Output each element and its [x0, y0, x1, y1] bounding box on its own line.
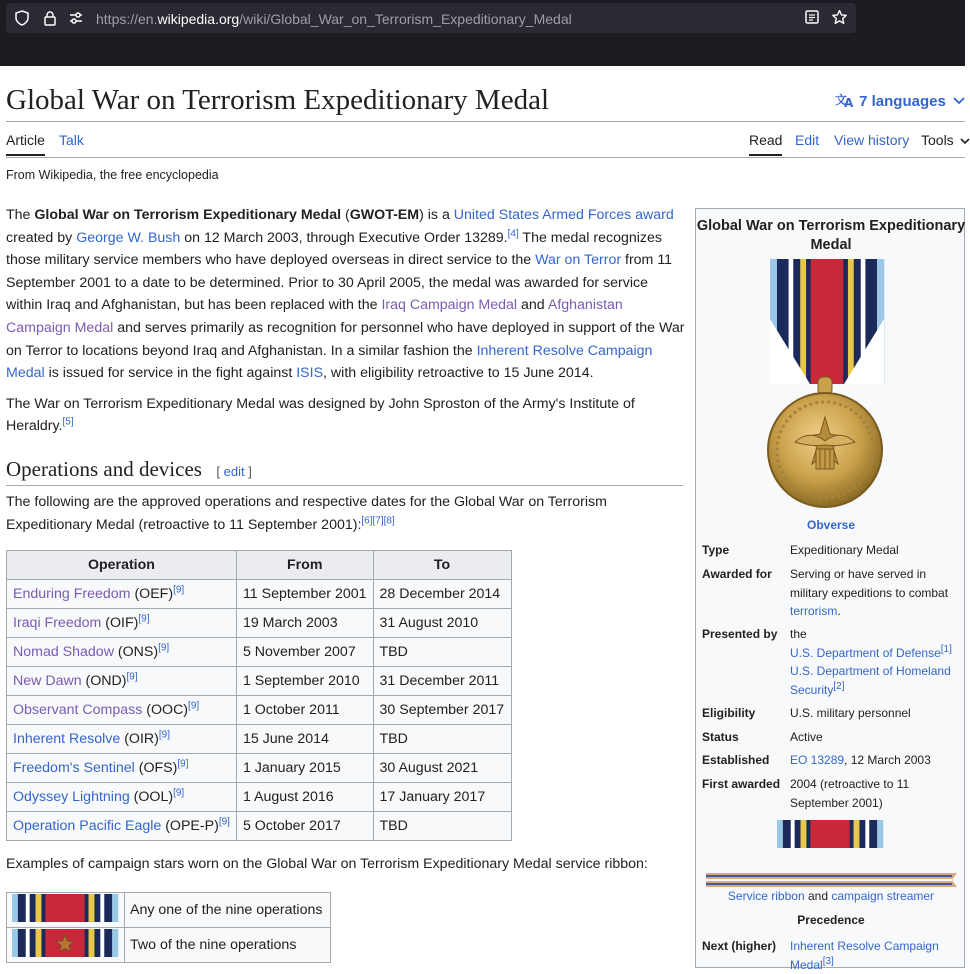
campaign-streamer-image[interactable]	[704, 869, 959, 891]
infobox-row-status: Status Active	[702, 730, 823, 744]
col-header-operation: Operation	[7, 551, 237, 580]
campaign-stars-table	[6, 892, 331, 963]
link-dhs[interactable]: U.S. Department of Homeland Security	[790, 664, 951, 697]
medal-caption[interactable]: Obverse	[806, 518, 856, 532]
citation-9[interactable]: [9]	[173, 787, 185, 799]
lead-paragraph-2: The War on Terrorism Expeditionary Medal was designed by John Sproston of the Army's Institute of Heraldry.[5]	[6, 395, 635, 435]
from-date: 5 October 2017	[236, 812, 373, 841]
link-eo-13289[interactable]: EO 13289	[790, 753, 845, 767]
star-description: Any one of the nine operations	[125, 893, 331, 928]
svg-text:A: A	[843, 96, 854, 110]
link-inherent-resolve-campaign-medal[interactable]: Inherent Resolve Campaign Medal	[790, 939, 939, 972]
page-tabs	[6, 132, 965, 158]
table-row	[7, 893, 331, 928]
operation-cell: Iraqi Freedom (OIF)[9]	[7, 609, 237, 638]
section-title: Operations and devices	[6, 457, 202, 481]
citation-9[interactable]: [9]	[158, 642, 170, 654]
link-us-armed-forces-award[interactable]: United States Armed Forces award	[453, 207, 674, 223]
ribbon-caption: Service ribbon and campaign streamer	[727, 889, 935, 903]
table-row	[7, 754, 512, 783]
citation-9[interactable]: [9]	[158, 729, 171, 741]
from-date: 19 March 2003	[236, 609, 373, 638]
operation-link[interactable]: Odyssey Lightning	[13, 789, 130, 805]
citation-5[interactable]: [5]	[62, 416, 74, 428]
operation-cell: Nomad Shadow (ONS)[9]	[7, 638, 237, 667]
infobox	[695, 208, 966, 972]
link-campaign-streamer[interactable]: campaign streamer	[831, 889, 935, 903]
table-row	[7, 638, 512, 667]
operations-table	[6, 550, 512, 841]
infobox-row-established: Established EO 13289, 12 March 2003	[702, 753, 931, 767]
to-date: TBD	[373, 638, 511, 667]
precedence-heading: Precedence	[797, 913, 865, 927]
tab-article[interactable]: Article	[6, 132, 45, 156]
tab-talk[interactable]: Talk	[59, 132, 84, 148]
operation-cell: Inherent Resolve (OIR)[9]	[7, 725, 237, 754]
link-dod[interactable]: U.S. Department of Defense	[790, 645, 941, 660]
examples-text: Examples of campaign stars worn on the Global War on Terrorism Expeditionary Medal service ribbon:	[6, 856, 648, 872]
to-date: 31 August 2010	[373, 609, 511, 638]
infobox-row-presented-by: Presented by the U.S. Department of Defense[1] U.S. Department of Homeland Security[2]	[702, 627, 952, 697]
link-afghanistan-campaign-medal[interactable]: Afghanistan Campaign Medal	[6, 297, 623, 336]
citation-9[interactable]: [9]	[177, 758, 189, 770]
tab-edit[interactable]: Edit	[795, 132, 820, 148]
citation-9[interactable]: [9]	[188, 700, 200, 712]
title-divider	[6, 121, 965, 122]
lead-paragraph-1: The Global War on Terrorism Expeditionary Medal (GWOT-EM) is a United States Armed Forces award created by George W. Bush on 12 March 2003, through Executive Order 13289.[4] The medal recognizes those military service members who have deployed overseas in direct service to the War on Terror from 11 September 2001 to a date to be determined. Prior to 30 April 2005, the medal was awarded for service within Iraq and Afghanistan, but has been replaced with the Iraq Campaign Medal and Afghanistan Campaign Medal and serves primarily as recognition for personnel who have deployed in support of the War on Terror to locations beyond Iraq and Afghanistan. In a similar fashion the Inherent Resolve Campaign Medal is issued for service in the fight against ISIS, with eligibility retroactive to 15 June 2014.	[6, 207, 685, 382]
citation-9[interactable]: [9]	[138, 613, 150, 625]
from-date: 1 August 2016	[236, 783, 373, 812]
col-header-from: From	[236, 551, 373, 580]
link-george-w-bush[interactable]: George W. Bush	[76, 229, 181, 246]
link-iraq-campaign-medal[interactable]: Iraq Campaign Medal	[381, 297, 518, 314]
language-count: 7 languages	[859, 93, 946, 110]
link-service-ribbon[interactable]: Service ribbon	[727, 889, 805, 903]
svg-text:文: 文	[834, 93, 847, 107]
to-date: 31 December 2011	[373, 667, 511, 696]
operation-link[interactable]: Operation Pacific Eagle	[13, 818, 162, 834]
operation-link[interactable]: Inherent Resolve	[13, 731, 121, 747]
tools-menu[interactable]: Tools	[921, 132, 970, 148]
to-date: 30 September 2017	[373, 696, 511, 725]
table-row	[7, 609, 512, 638]
operation-cell: Enduring Freedom (OEF)[9]	[7, 580, 237, 609]
operation-link[interactable]: Nomad Shadow	[13, 644, 114, 660]
section-heading	[6, 457, 683, 486]
to-date: 17 January 2017	[373, 783, 511, 812]
link-war-on-terror[interactable]: War on Terror	[535, 252, 622, 269]
tagline: From Wikipedia, the free encyclopedia	[6, 168, 219, 182]
browser-toolbar	[0, 0, 965, 66]
infobox-row-next-higher: Next (higher) Inherent Resolve Campaign Medal[3]	[702, 939, 939, 972]
from-date: 1 September 2010	[236, 667, 373, 696]
section-intro: The following are the approved operations and respective dates for the Global War on Terrorism Expeditionary Medal (retroactive to 11 September 2001):[6][7][8]	[6, 494, 607, 533]
citation-9[interactable]: [9]	[218, 816, 230, 828]
lead-section	[6, 204, 686, 446]
operation-link[interactable]: Iraqi Freedom	[13, 615, 102, 631]
operation-cell: Odyssey Lightning (OOL)[9]	[7, 783, 237, 812]
ribbon-cell	[7, 893, 125, 928]
service-ribbon-with-star-image[interactable]	[12, 929, 118, 957]
table-row	[7, 667, 512, 696]
from-date: 1 January 2015	[236, 754, 373, 783]
table-row	[7, 783, 512, 812]
infobox-row-first-awarded: First awarded 2004 (retroactive to 11 September 2001)	[702, 777, 910, 810]
tab-view-history[interactable]: View history	[834, 132, 910, 148]
operation-link[interactable]: Observant Compass	[13, 702, 143, 718]
shield-icon[interactable]	[14, 10, 30, 26]
operation-link[interactable]: New Dawn	[13, 673, 82, 689]
table-row	[7, 580, 512, 609]
translate-icon	[835, 93, 859, 110]
table-row	[7, 928, 331, 963]
infobox-row-awarded-for: Awarded for Serving or have served in military expeditions to combat terrorism.	[702, 567, 949, 618]
to-date: TBD	[373, 725, 511, 754]
tab-read[interactable]: Read	[749, 132, 782, 156]
chevron-down-icon	[950, 93, 965, 110]
tabs-divider	[6, 157, 965, 158]
url-text[interactable]: https://en.wikipedia.org/wiki/Global_War_on_Terrorism_Expeditionary_Medal	[96, 11, 572, 27]
operation-cell: Operation Pacific Eagle (OPE-P)[9]	[7, 812, 237, 841]
service-ribbon-image[interactable]	[12, 894, 118, 922]
star-description: Two of the nine operations	[125, 928, 331, 963]
citation-4[interactable]: [4]	[507, 227, 519, 239]
language-selector[interactable]	[835, 92, 965, 110]
operation-link[interactable]: Enduring Freedom	[13, 586, 131, 602]
bookmark-star-icon[interactable]	[831, 9, 848, 30]
link-isis[interactable]: ISIS	[296, 365, 324, 382]
infobox-title: Global War on Terrorism Expeditionary Medal	[696, 218, 966, 253]
citation-9[interactable]: [9]	[126, 671, 138, 683]
citation-9[interactable]: [9]	[173, 584, 185, 596]
link-inherent-resolve-campaign-medal[interactable]: Inherent Resolve Campaign Medal	[6, 342, 653, 382]
to-date: 28 December 2014	[373, 580, 511, 609]
operation-cell: Observant Compass (OOC)[9]	[7, 696, 237, 725]
page-title: Global War on Terrorism Expeditionary Medal	[6, 84, 550, 116]
col-header-to: To	[373, 551, 511, 580]
operation-link[interactable]: Freedom's Sentinel	[13, 760, 135, 776]
medal-image[interactable]	[770, 259, 890, 514]
table-row	[7, 696, 512, 725]
operation-cell: Freedom's Sentinel (OFS)[9]	[7, 754, 237, 783]
ribbon-cell	[7, 928, 125, 963]
infobox-row-eligibility: Eligibility U.S. military personnel	[702, 706, 911, 720]
reader-view-icon[interactable]	[804, 9, 820, 29]
from-date: 11 September 2001	[236, 580, 373, 609]
address-bar[interactable]	[6, 3, 856, 33]
table-row	[7, 812, 512, 841]
from-date: 1 October 2011	[236, 696, 373, 725]
section-edit-link[interactable]: [ edit ]	[216, 464, 252, 479]
permissions-icon[interactable]	[68, 10, 84, 26]
infobox-row-type: Type Expeditionary Medal	[702, 543, 899, 557]
to-date: 30 August 2021	[373, 754, 511, 783]
service-ribbon-image[interactable]	[777, 819, 883, 849]
link-terrorism[interactable]: terrorism	[790, 604, 838, 618]
table-row	[7, 725, 512, 754]
to-date: TBD	[373, 812, 511, 841]
from-date: 5 November 2007	[236, 638, 373, 667]
lock-icon[interactable]	[42, 10, 58, 26]
operation-cell: New Dawn (OND)[9]	[7, 667, 237, 696]
citations-6-7-8[interactable]: [6][7][8]	[361, 514, 395, 526]
from-date: 15 June 2014	[236, 725, 373, 754]
wikipedia-page	[0, 66, 966, 972]
